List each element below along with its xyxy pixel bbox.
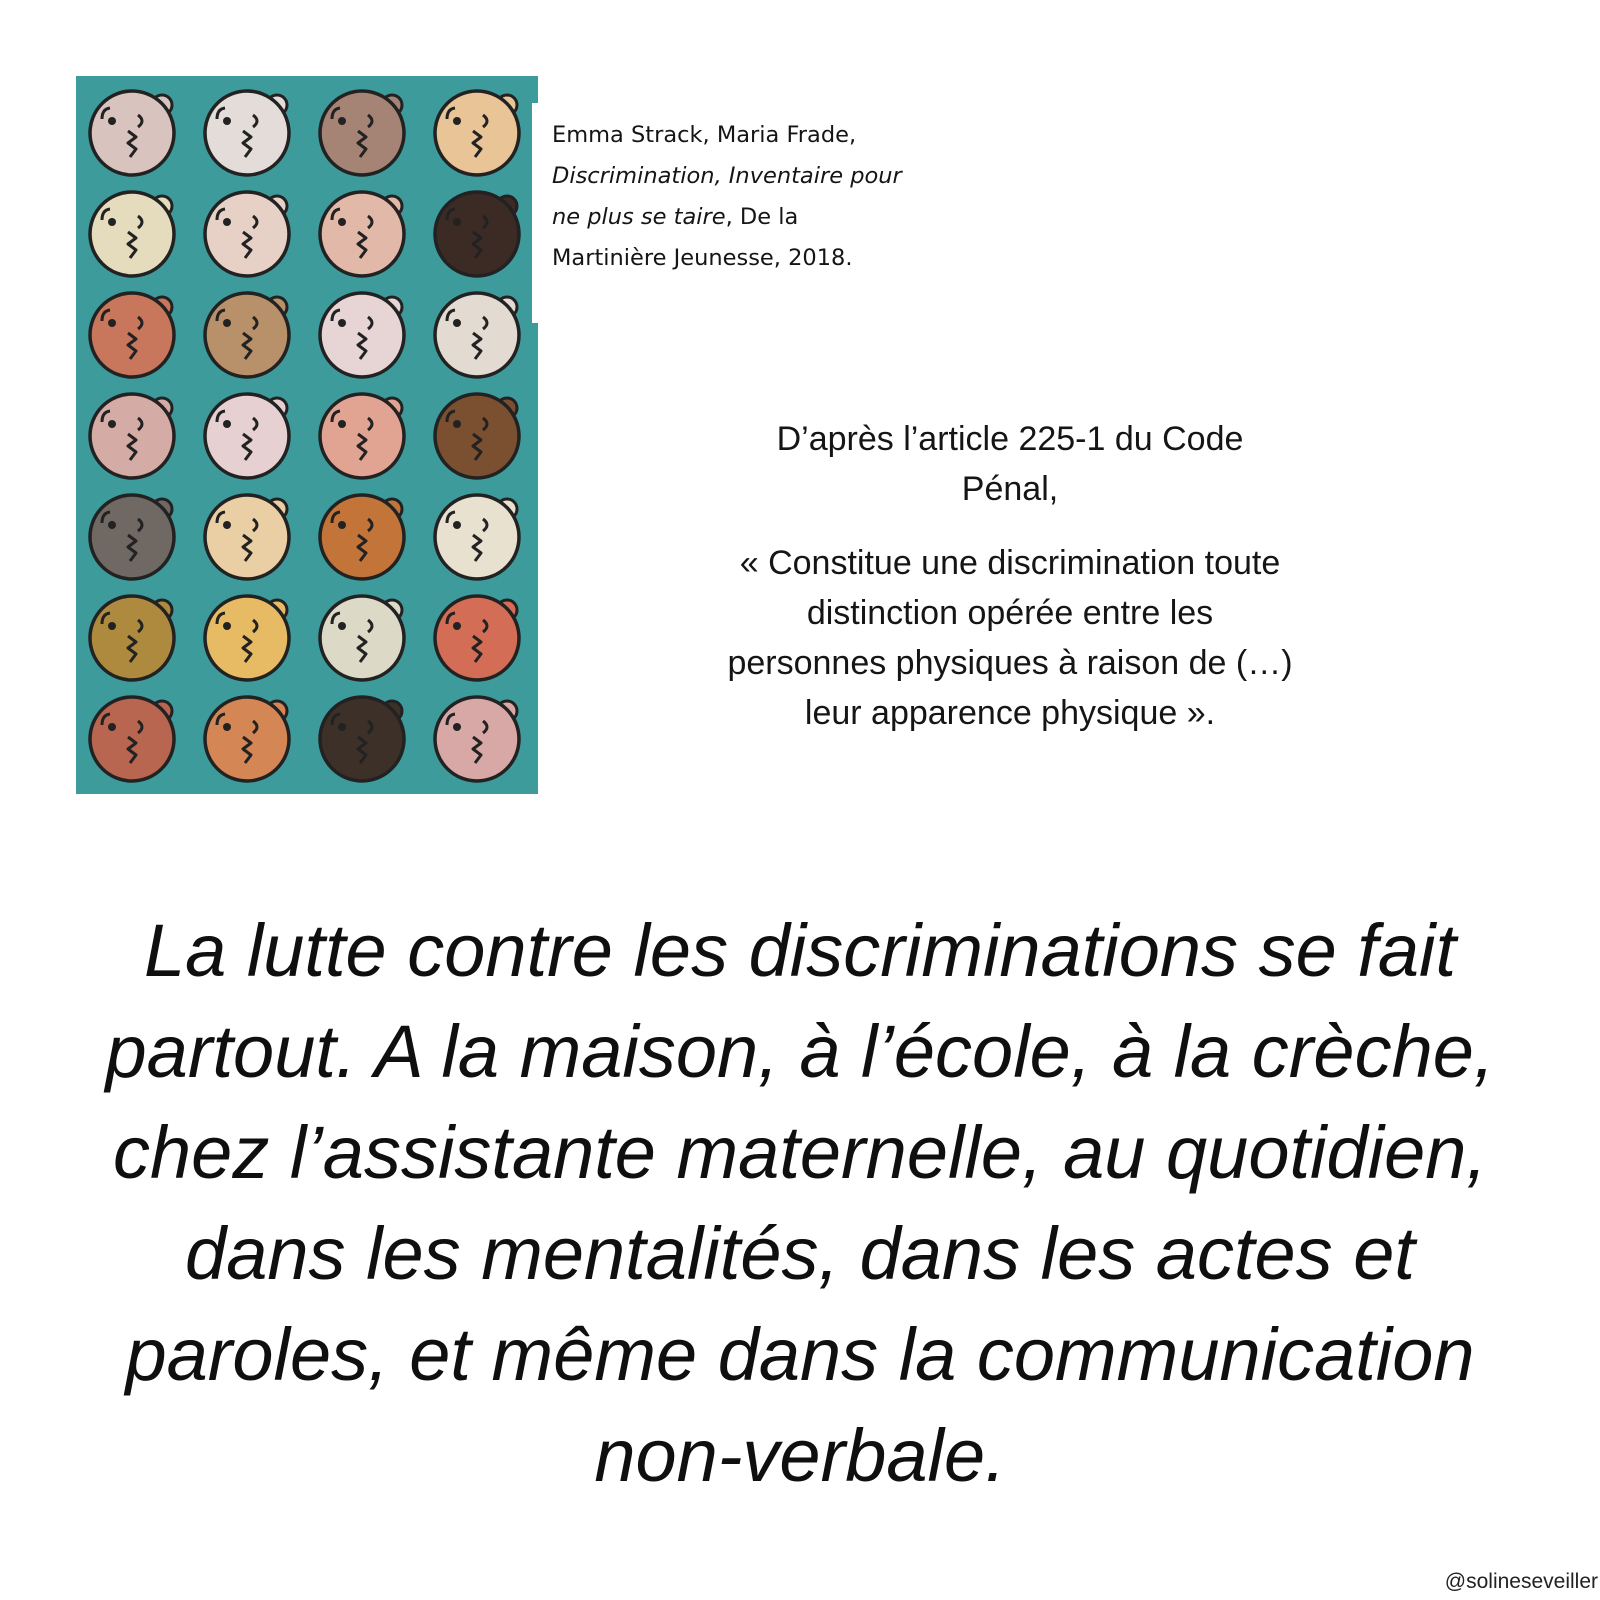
citation-title: ne plus se taire	[552, 204, 726, 230]
face-icon	[435, 596, 519, 680]
main-statement	[40, 900, 1560, 1506]
statement-line: chez l’assistante maternelle, au quotidien,	[113, 1111, 1487, 1194]
face-icon	[90, 192, 174, 276]
statement-line: dans les mentalités, dans les actes et	[185, 1212, 1415, 1295]
face-icon	[320, 495, 404, 579]
face-icon	[90, 91, 174, 175]
face-icon	[320, 293, 404, 377]
citation-title-line	[552, 156, 952, 197]
book-cover-image	[76, 76, 538, 794]
face-icon	[435, 293, 519, 377]
face-icon	[435, 697, 519, 781]
face-icon	[320, 596, 404, 680]
law-intro	[680, 414, 1340, 514]
law-article-block	[680, 414, 1340, 738]
law-quote	[680, 538, 1340, 738]
citation-authors: Emma Strack, Maria Frade,	[552, 122, 857, 148]
face-icon	[205, 91, 289, 175]
citation-publisher-line: Martinière Jeunesse, 2018.	[552, 245, 853, 271]
face-icon	[90, 697, 174, 781]
law-intro-line: D’après l’article 225-1 du Code	[776, 420, 1244, 458]
face-icon	[435, 394, 519, 478]
book-citation	[532, 103, 952, 323]
face-icon	[205, 394, 289, 478]
face-icon	[205, 293, 289, 377]
face-icon	[435, 192, 519, 276]
statement-line: paroles, et même dans la communication	[125, 1313, 1475, 1396]
face-icon	[205, 495, 289, 579]
face-icon	[205, 697, 289, 781]
citation-title: Discrimination, Inventaire pour	[552, 163, 902, 189]
statement-line: La lutte contre les discriminations se fait	[143, 909, 1457, 992]
law-quote-line: « Constitue une discrimination toute	[739, 544, 1281, 582]
face-icon	[435, 495, 519, 579]
law-quote-line: distinction opérée entre les	[806, 594, 1214, 632]
face-icon	[435, 91, 519, 175]
face-icon	[90, 394, 174, 478]
citation-title-line	[552, 197, 952, 238]
faces-illustration	[76, 76, 538, 794]
face-icon	[90, 495, 174, 579]
law-intro-line: Pénal,	[961, 470, 1059, 508]
face-icon	[205, 596, 289, 680]
author-handle: @solineseveiller	[1444, 1570, 1598, 1593]
face-icon	[90, 293, 174, 377]
face-icon	[320, 394, 404, 478]
statement-line: non-verbale.	[594, 1414, 1006, 1497]
face-icon	[90, 596, 174, 680]
face-icon	[320, 697, 404, 781]
law-quote-line: leur apparence physique ».	[804, 694, 1216, 732]
face-icon	[320, 192, 404, 276]
law-quote-line: personnes physiques à raison de (…)	[727, 644, 1293, 682]
statement-line: partout. A la maison, à l’école, à la crèche,	[105, 1010, 1495, 1093]
face-icon	[320, 91, 404, 175]
citation-publisher: , De la	[725, 204, 799, 230]
face-icon	[205, 192, 289, 276]
